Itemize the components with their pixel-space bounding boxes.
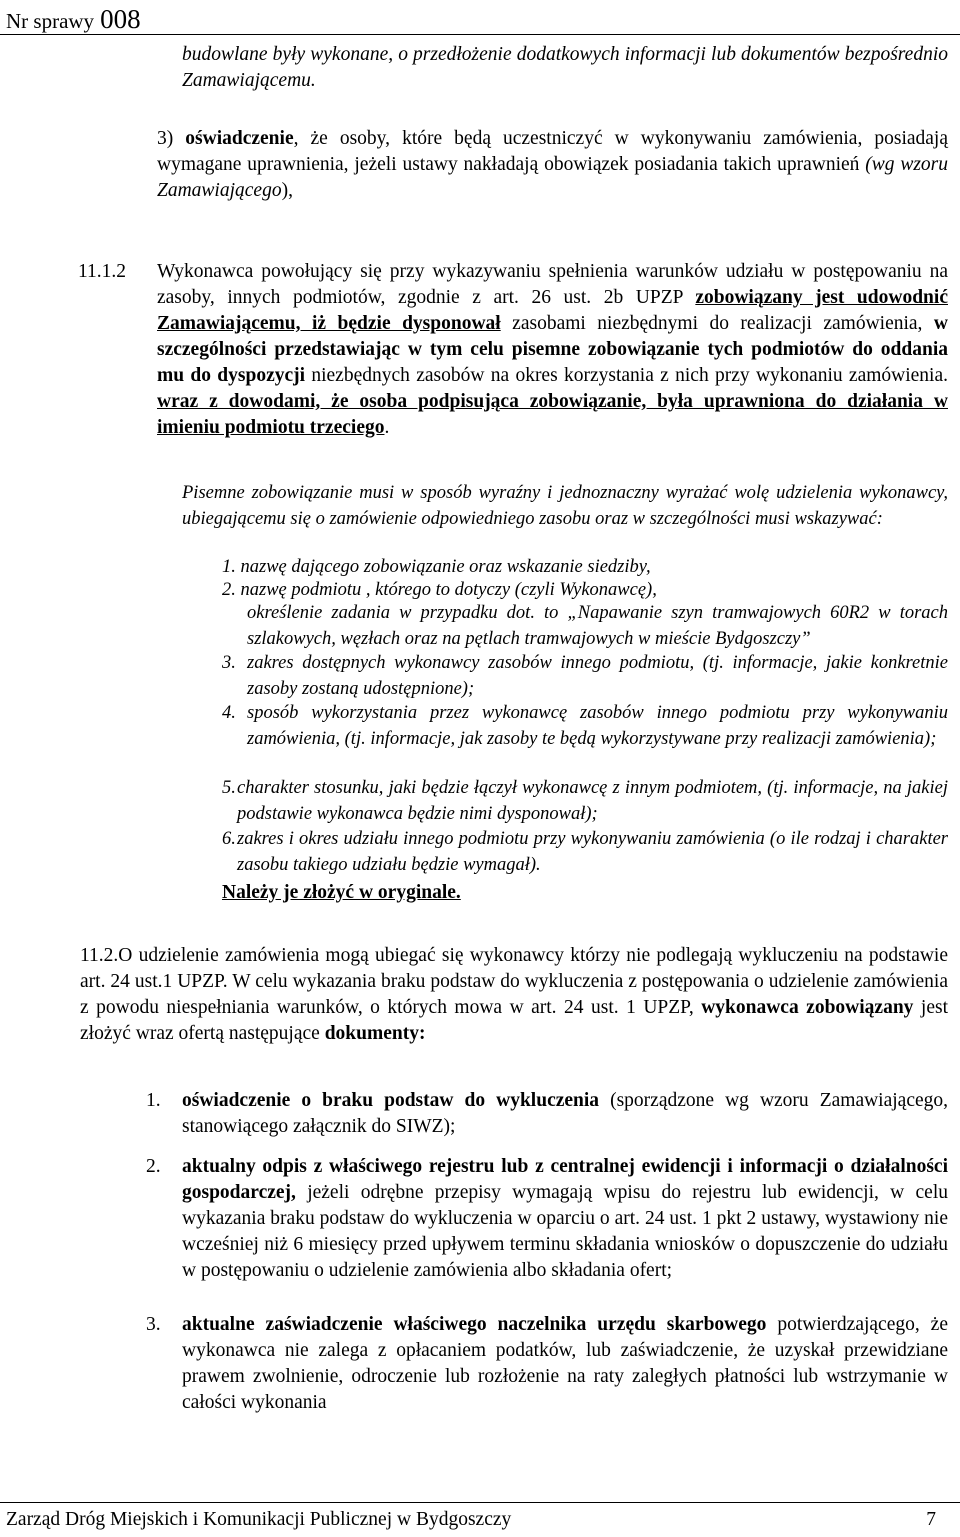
case-number-label: Nr sprawy 008 — [6, 4, 141, 34]
page-footer — [0, 1502, 960, 1537]
intro-continuation: budowlane były wykonane, o przedłożenie dodatkowych informacji lub dokumentów bezpośrednio Zamawiającemu. — [182, 44, 948, 91]
original-note: Należy je złożyć w oryginale. — [222, 882, 461, 903]
item-3-statement: 3) oświadczenie, że osoby, które będą uczestniczyć w wykonywaniu zamówienia, posiadają wymagane uprawnienia, jeżeli ustawy nakładają obowiązek posiadania takich uprawnień (wg wzoru Zamawiającego), — [157, 128, 949, 201]
page-header — [0, 0, 960, 35]
document-item-2: 2. aktualny odpis z właściwego rejestru lub z centralnej ewidencji i informacji o działalności gospodarczej, jeżeli odrębne przepisy wymagają wpisu do rejestru lub ewidencji, w celu wykazania braku podstaw do wykluczenia w oparciu o art. 24 ust. 1 pkt 2 ustawy, wystawiony nie wcześniej niż 6 miesięcy przed upływem terminu składania wniosków o dopuszczenie do udziału w postępowaniu o udzielenie zamówienia albo składania ofert; — [146, 1156, 948, 1281]
document-item-3: 3. aktualne zaświadczenie właściwego naczelnika urzędu skarbowego potwierdzającego, że wykonawca nie zalega z opłacaniem podatków, lub zaświadczenie, że uzyskał przewidziane prawem zwolnienie, odroczenie lub rozłożenie na raty zaległych płatności lub wstrzymanie w całości wykonania — [146, 1314, 948, 1413]
section-number: 11.2. — [80, 945, 119, 966]
commitment-item-5: 5. charakter stosunku, jaki będzie łączył wykonawcę z innym podmiotem, (tj. informacje, na jakiej podstawie wykonawca będzie nimi dysponował); — [222, 778, 948, 824]
commitment-item-4: 4. sposób wykorzystania przez wykonawcę zasobów innego podmiotu przy wykonywaniu zamówienia, (tj. informacje, jak zasoby te będą wykorzystywane przy realizacji zamówienia); — [222, 703, 948, 749]
page-number: 7 — [926, 1509, 936, 1530]
commitment-item-6: 6. zakres i okres udziału innego podmiotu przy wykonywaniu zamówienia (o ile rodzaj i charakter zasobu takiego udziału będzie wymagał). — [222, 829, 948, 875]
document-item-1: 1. oświadczenie o braku podstaw do wykluczenia (sporządzone wg wzoru Zamawiającego, stanowiącego załącznik do SIWZ); — [146, 1090, 949, 1137]
section-11-1-2: 11.1.2 Wykonawca powołujący się przy wykazywaniu spełnienia warunków udziału w postępowaniu na zasoby, innych podmiotów, zgodnie z art. 26 ust. 2b UPZP zobowiązany jest udowodnić Zamawiającemu, iż będzie dysponował zasobami niezbędnymi do realizacji zamówienia, w szczególności przedstawiając w tym celu pisemne zobowiązanie tych podmiotów do oddania mu do dyspozycji niezbędnych zasobów na okres korzystania z nich przy wykonaniu zamówienia. wraz z dowodami, że osoba podpisująca zobowiązanie, była uprawniona do działania w imieniu podmiotu trzeciego. — [78, 261, 948, 438]
section-number: 11.1.2 — [78, 261, 127, 282]
footer-institution: Zarząd Dróg Miejskich i Komunikacji Publicznej w Bydgoszczy — [6, 1509, 512, 1530]
case-number: 008 — [100, 4, 141, 34]
commitment-item-1: 1. nazwę dającego zobowiązanie oraz wskazanie siedziby, — [222, 557, 651, 577]
commitment-item-2-task: określenie zadania w przypadku dot. to „Napawanie szyn tramwajowych 60R2 w torach szlakowych, węzłach oraz na pętlach tramwajowych w mieście Bydgoszczy” — [247, 603, 948, 649]
commitment-item-2: 2. nazwę podmiotu , którego to dotyczy (czyli Wykonawcę), — [222, 580, 657, 600]
commitment-item-3: 3. zakres dostępnych wykonawcy zasobów innego podmiotu, (tj. informacje, jakie konkretnie zasoby zostaną udostępnione); — [222, 653, 948, 699]
written-commitment-intro: Pisemne zobowiązanie musi w sposób wyraźny i jednoznaczny wyrażać wolę udzielenia wykonawcy, ubiegającemu się o zamówienie odpowiedniego zasobu oraz w szczególności musi wskazywać: — [182, 483, 948, 529]
section-11-2: 11.2.O udzielenie zamówienia mogą ubiegać się wykonawcy którzy nie podlegają wykluczeniu na podstawie art. 24 ust.1 UPZP. W celu wykazania braku podstaw do wykluczenia z postępowania o udzielenie zamówienia z powodu niespełniania warunków, o których mowa w art. 24 ust. 1 UPZP, wykonawca zobowiązany jest złożyć wraz ofertą następujące dokumenty: — [80, 945, 948, 1044]
